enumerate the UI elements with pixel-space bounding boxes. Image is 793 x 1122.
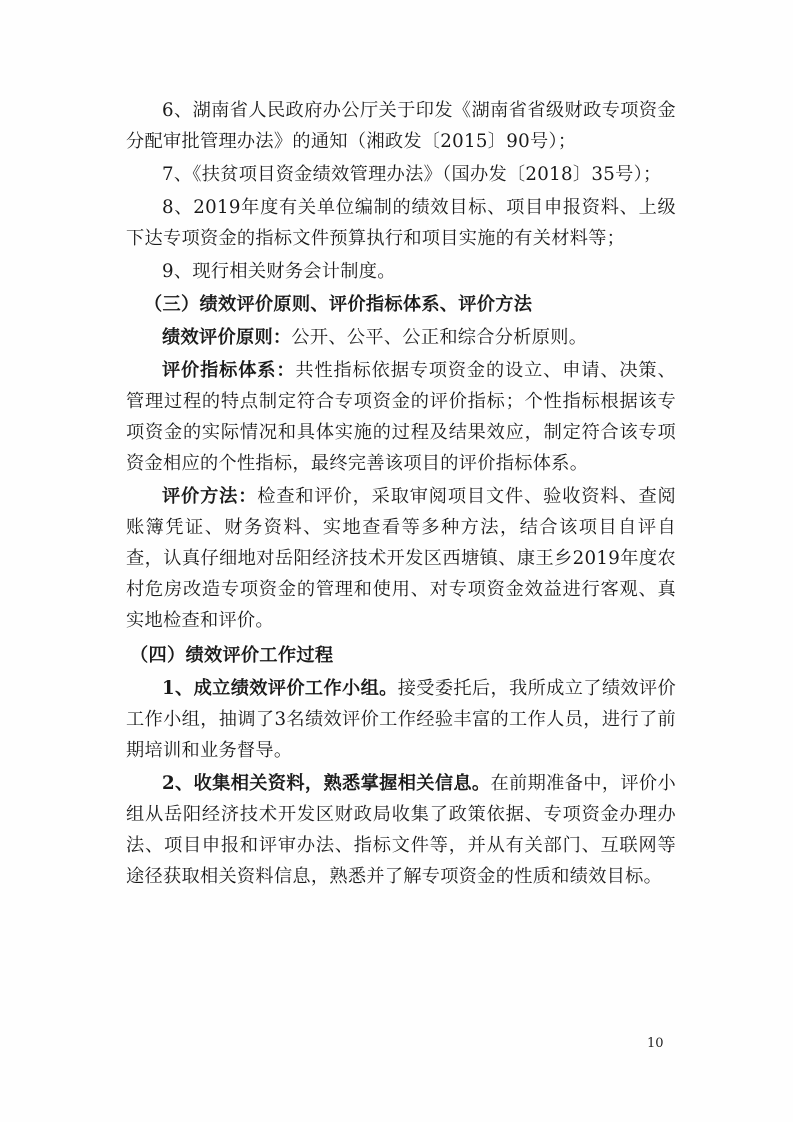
principle-label: 绩效评价原则： [162,327,292,348]
step-1-text: 接受委托后，我所成立了绩效评价工作小组，抽调了3名绩效评价工作经验丰富的工作人员，进行了前期培训和业务督导。 [126,678,676,761]
principle-paragraph [126,322,676,353]
indicator-label: 评价指标体系： [162,360,296,381]
principle-text: 公开、公平、公正和综合分析原则。 [291,327,588,348]
step-2-paragraph [126,768,676,892]
page-number: 10 [647,1036,664,1051]
step-1-label: 1、成立绩效评价工作小组。 [162,678,398,699]
document-body [126,95,676,892]
indicator-text: 共性指标依据专项资金的设立、申请、决策、管理过程的特点制定符合专项资金的评价指标；个性指标根据该专项资金的实际情况和具体实施的过程及结果效应，制定符合该专项资金相应的个性指标，最终完善该项目的评价指标体系。 [126,360,676,474]
section-3-heading: （三）绩效评价原则、评价指标体系、评价方法 [144,294,533,315]
method-paragraph [126,481,676,636]
basis-item-9: 9、现行相关财务会计制度。 [162,261,396,282]
basis-item-6: 6、湖南省人民政府办公厅关于印发《湖南省省级财政专项资金分配审批管理办法》的通知（湘政发〔2015〕90号）； [126,100,676,152]
step-2-label: 2、收集相关资料，熟悉掌握相关信息。 [162,773,491,794]
indicator-paragraph [126,355,676,479]
basis-item-7: 7、《扶贫项目资金绩效管理办法》（国办发〔2018〕35号）； [162,164,662,185]
section-4-heading: （四）绩效评价工作过程 [130,645,334,666]
method-text: 检查和评价，采取审阅项目文件、验收资料、查阅账簿凭证、财务资料、实地查看等多种方法，结合该项目自评自查，认真仔细地对岳阳经济技术开发区西塘镇、康王乡2019年度农村危房改造专项资金的管理和使用、对专项资金效益进行客观、真实地检查和评价。 [126,486,676,631]
step-1-paragraph [126,673,676,766]
basis-item-8: 8、2019年度有关单位编制的绩效目标、项目申报资料、上级下达专项资金的指标文件预算执行和项目实施的有关材料等； [126,197,676,249]
step-2-text: 在前期准备中，评价小组从岳阳经济技术开发区财政局收集了政策依据、专项资金办理办法、项目申报和评审办法、指标文件等，并从有关部门、互联网等途径获取相关资料信息，熟悉并了解专项资金的性质和绩效目标。 [126,773,676,887]
method-label: 评价方法： [162,486,258,507]
